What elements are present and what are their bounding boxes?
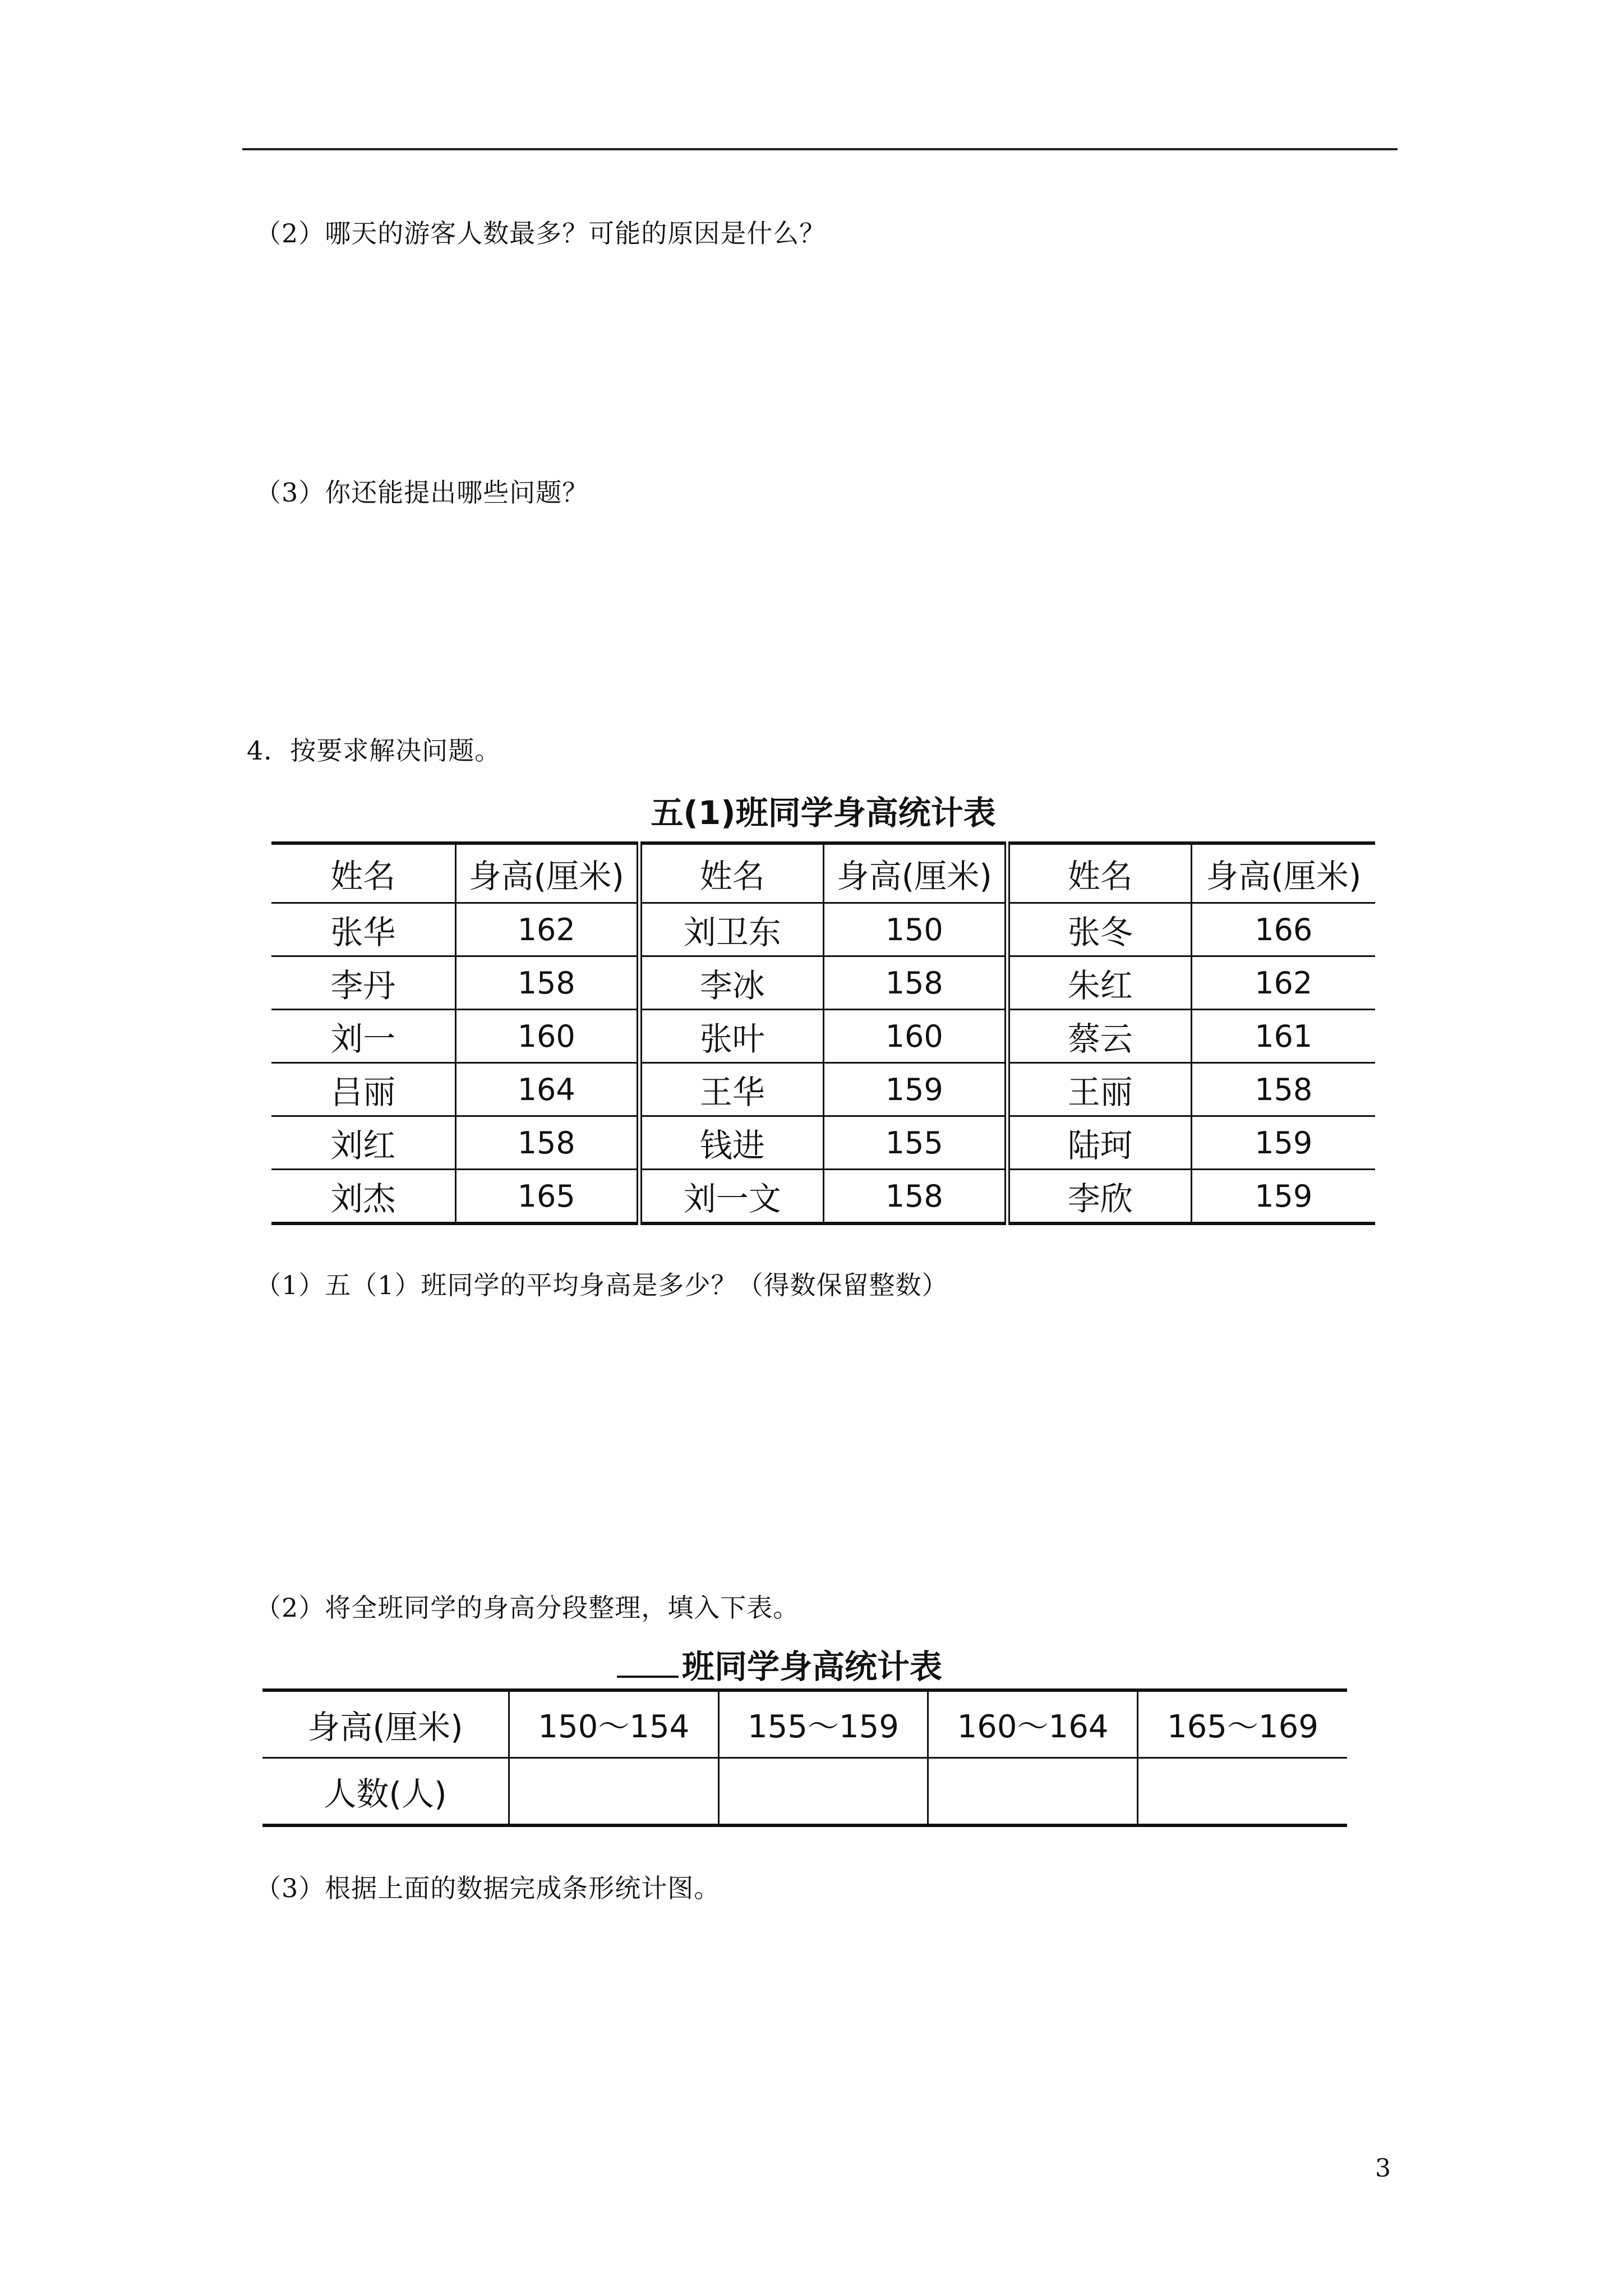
student-height: 155 [823,1116,1007,1170]
table2-title [617,1640,1054,1687]
student-height: 158 [455,1116,639,1170]
student-name: 刘红 [271,1116,455,1170]
table-row [271,1116,1375,1170]
student-height: 160 [455,1010,639,1063]
header-name: 姓名 [1007,843,1191,903]
student-height: 159 [1255,1178,1313,1214]
row-header-count: 人数(人) [262,1758,509,1826]
student-name: 刘一 [271,1010,455,1063]
page-number: 3 [1375,2154,1391,2183]
student-name: 刘杰 [271,1170,455,1224]
student-name: 钱进 [639,1116,823,1170]
student-name: 吕丽 [271,1063,455,1116]
student-height: 150 [823,903,1007,956]
row-header-height: 身高(厘米) [262,1690,509,1758]
student-name: 李欣 [1007,1170,1191,1224]
student-height: 162 [1191,956,1375,1010]
student-name: 王丽 [1007,1063,1191,1116]
height-stats-table [271,841,1375,1225]
table2-title-text: 班同学身高统计表 [682,1648,943,1686]
student-height: 158 [823,1170,1007,1224]
student-height: 158 [455,956,639,1010]
table-row [271,1010,1375,1063]
student-name: 刘卫东 [639,903,823,956]
range-cell: 155～159 [718,1690,928,1758]
student-height: 159 [1191,1116,1375,1170]
student-height: 158 [823,956,1007,1010]
student-name: 张华 [271,903,455,956]
header-height: 身高(厘米) [455,843,639,903]
count-input-cell[interactable] [718,1758,928,1826]
question-4-heading: 4．按要求解决问题。 [247,735,501,766]
question-3-previous: （3）你还能提出哪些问题？ [255,477,589,508]
student-name: 陆珂 [1007,1116,1191,1170]
count-input-cell[interactable] [928,1758,1138,1826]
header-name: 姓名 [639,843,823,903]
sub-question-1: （1）五（1）班同学的平均身高是多少？（得数保留整数） [255,1270,948,1300]
range-cell: 160～164 [928,1690,1138,1758]
table-row [262,1690,1347,1758]
student-height: 162 [455,903,639,956]
sub-question-3: （3）根据上面的数据完成条形统计图。 [255,1873,721,1903]
table-row [271,903,1375,956]
table1-title: 五(1)班同学身高统计表 [651,794,996,832]
question-2-previous: （2）哪天的游客人数最多？可能的原因是什么？ [255,218,826,249]
class-blank[interactable] [617,1648,679,1678]
table-row [262,1758,1347,1826]
count-input-cell[interactable] [1137,1758,1347,1826]
student-name: 蔡云 [1007,1010,1191,1063]
student-height: 165 [455,1170,639,1224]
student-height: 159 [823,1063,1007,1116]
table-row [271,1170,1375,1224]
range-cell: 150～154 [509,1690,719,1758]
count-input-cell[interactable] [509,1758,719,1826]
range-cell: 165～169 [1137,1690,1347,1758]
table-row [271,1063,1375,1116]
student-name: 刘一文 [639,1170,823,1224]
header-rule [242,148,1398,150]
student-name: 李丹 [271,956,455,1010]
student-height: 160 [823,1010,1007,1063]
header-height: 身高(厘米) [823,843,1007,903]
student-height: 158 [1191,1063,1375,1116]
student-height: 161 [1191,1010,1375,1063]
table-row [271,956,1375,1010]
student-height: 164 [455,1063,639,1116]
student-name: 张叶 [639,1010,823,1063]
table-header-row [271,843,1375,903]
student-name: 朱红 [1007,956,1191,1010]
student-name: 李冰 [639,956,823,1010]
sub-question-2: （2）将全班同学的身高分段整理，填入下表。 [255,1593,800,1623]
student-name: 王华 [639,1063,823,1116]
height-range-table [262,1688,1347,1827]
header-name: 姓名 [271,843,455,903]
student-name: 张冬 [1007,903,1191,956]
header-height: 身高(厘米) [1191,843,1375,903]
student-height: 166 [1191,903,1375,956]
